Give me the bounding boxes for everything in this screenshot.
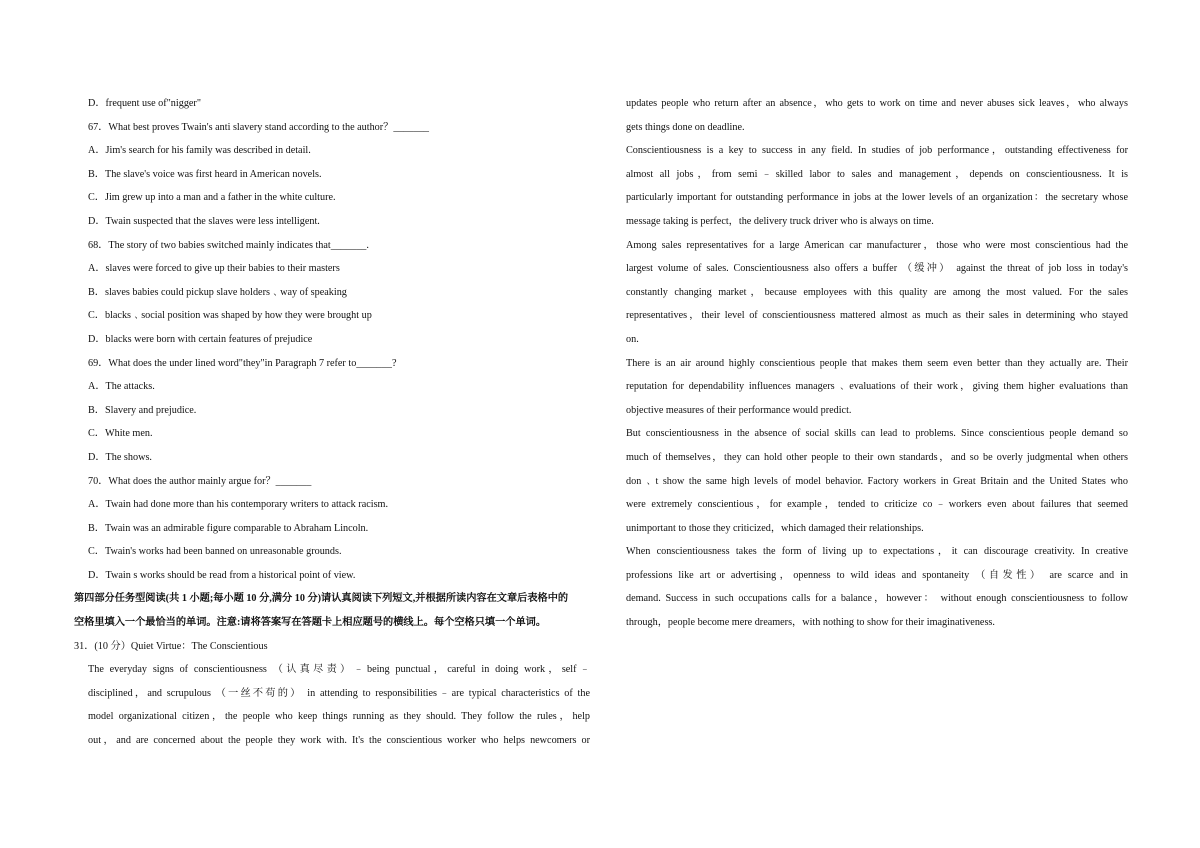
q68-option-a: A．slaves were forced to give up their babies to their masters [88,263,340,275]
passage-line: But conscientiousness in the absence of social skills can lead to problems. Since conscientious people demand so [626,428,1128,440]
q69-option-b: B．Slavery and prejudice. [88,404,197,416]
passage-line: unimportant to those they criticized，which damaged their relationships. [626,522,924,534]
passage-line: representatives，their level of conscientiousness mattered almost as much as their sales in determining who stayed [626,310,1128,322]
passage-line: out，and are concerned about the people they work with. It's the conscientious worker who helps newcomers or [88,735,590,747]
q68-question: 68．The story of two babies switched mainly indicates that_______. [88,239,369,251]
passage-line: disciplined，and scrupulous （一丝不苟的） in attending to responsibilities﹣are typical characteristics of the [88,687,590,699]
q66-option-d: D．frequent use of"nigger" [88,98,201,109]
q67-question: 67．What best proves Twain's anti slavery stand according to the author？_______ [88,121,430,133]
passage-line: reputation for dependability influences managers﹑evaluations of their work，giving them higher evaluations than [626,381,1128,393]
section-heading-line-2: 空格里填入一个最恰当的单词。注意:请将答案写在答题卡上相应题号的横线上。每个空格只填一个单词。 [74,617,547,629]
passage-line: much of themselves，they can hold other people to their own standards，and so be overly judgmental when others [626,451,1128,463]
q69-option-a: A．The attacks. [88,381,155,393]
passage-line: through，people become mere dreamers，with nothing to show for their imaginativeness. [626,617,995,629]
q67-option-d: D．Twain suspected that the slaves were less intelligent. [88,215,320,227]
passage-line: objective measures of their performance would predict. [626,404,852,416]
passage-line: particularly important for outstanding performance in jobs at the lower levels of an organization：the secretary whose [626,192,1128,204]
passage-line: Conscientiousness is a key to success in any field. In studies of job performance，outstanding effectiveness for [626,145,1128,157]
q69-option-c: C．White men. [88,428,153,440]
q70-option-a: A．Twain had done more than his contemporary writers to attack racism. [88,499,389,511]
passage-line: message taking is perfect，the delivery truck driver who is always on time. [626,215,934,227]
passage-line: The everyday signs of conscientiousness （认真尽责）﹣being punctual，careful in doing work，self﹣ [88,664,590,676]
passage-line: When conscientiousness takes the form of living up to expectations，it can discourage creativity. In creative [626,546,1128,558]
passage-line: on. [626,333,639,345]
passage-line: don﹑t show the same high levels of model behavior. Factory workers in Great Britain and the United States who [626,475,1128,487]
passage-line: There is an air around highly conscientious people that makes them seem even better than they actually are. Their [626,357,1128,369]
q70-option-b: B．Twain was an admirable figure comparable to Abraham Lincoln. [88,522,369,534]
section-heading-line-1: 第四部分任务型阅读(共 1 小题;每小题 10 分,满分 10 分)请认真阅读下列短文,并根据所读内容在文章后表格中的 [74,593,569,605]
q67-option-b: B．The slave's voice was first heard in American novels. [88,168,322,180]
left-column [74,92,590,753]
passage-line: gets things done on deadline. [626,121,745,133]
passage-line: largest volume of sales. Conscientiousness also offers a buffer （缓冲） against the threat of job loss in today's [626,263,1128,275]
q67-option-c: C．Jim grew up into a man and a father in the white culture. [88,192,336,204]
q68-option-b: B．slaves babies could pickup slave holders﹑way of speaking [88,286,347,298]
q67-option-a: A．Jim's search for his family was described in detail. [88,145,311,157]
q31-title: 31．(10 分）Quiet Virtue：The Conscientious [74,640,268,652]
q70-option-d: D．Twain s works should be read from a historical point of view. [88,569,356,581]
passage-line: constantly changing market，because employees with this quality are among the most valued. For the sales [626,286,1128,298]
q68-option-c: C．blacks﹑social position was shaped by how they were brought up [88,310,372,322]
passage-line: professions like art or advertising，openness to wild ideas and spontaneity （自发性） are scarce and in [626,569,1128,581]
passage-line: updates people who return after an absence，who gets to work on time and never abuses sick leaves，who always [626,98,1128,109]
q70-option-c: C．Twain's works had been banned on unreasonable grounds. [88,546,342,558]
passage-line: Among sales representatives for a large American car manufacturer，those who were most conscientious had the [626,239,1128,251]
passage-line: almost all jobs，from semi﹣skilled labor to sales and management，depends on conscientiousness. It is [626,168,1128,180]
q69-question: 69．What does the under lined word"they"in Paragraph 7 refer to_______? [88,357,397,369]
passage-line: were extremely conscientious，for example，tended to criticize co﹣workers even about failures that seemed [626,499,1128,511]
passage-line: model organizational citizen，the people who keep things running as they should. They follow the rules，help [88,711,590,723]
passage-line: demand. Success in such occupations calls for a balance，however： without enough conscientiousness to follow [626,593,1128,605]
right-column [624,92,1128,635]
q69-option-d: D．The shows. [88,451,152,463]
q68-option-d: D．blacks were born with certain features of prejudice [88,333,313,345]
q70-question: 70．What does the author mainly argue for？_______ [88,475,312,487]
